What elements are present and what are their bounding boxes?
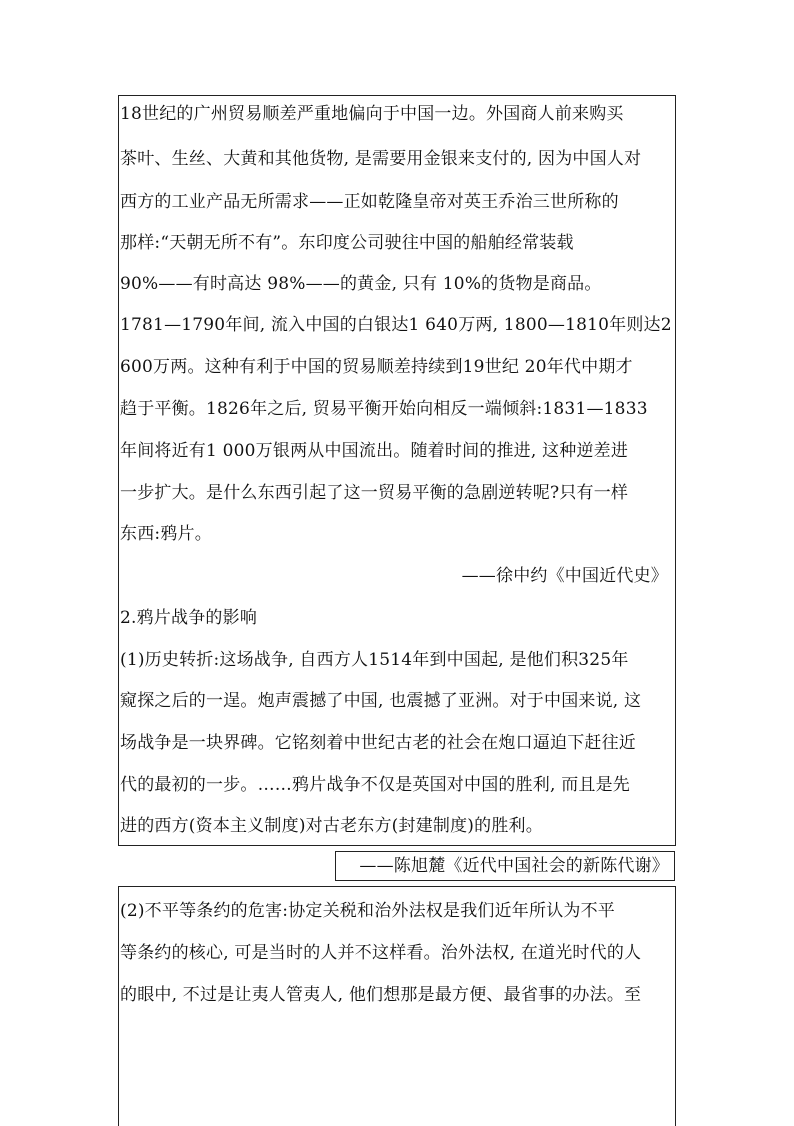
- para1-line-7: 600万两。这种有利于中国的贸易顺差持续到19世纪 20年代中期才: [120, 357, 633, 377]
- para2-line-2: 窥探之后的一逞。炮声震撼了中国, 也震撼了亚洲。对于中国来说, 这: [120, 691, 642, 711]
- para2-line-1: (1)历史转折:这场战争, 自西方人1514年到中国起, 是他们积325年: [120, 650, 629, 670]
- para1-line-6: 1781—1790年间, 流入中国的白银达1 640万两, 1800—1810年则达2: [120, 315, 672, 335]
- para1-line-2: 茶叶、生丝、大黄和其他货物, 是需要用金银来支付的, 因为中国人对: [120, 149, 642, 169]
- para1-line-8: 趋于平衡。1826年之后, 贸易平衡开始向相反一端倾斜:1831—1833: [120, 399, 648, 419]
- para3-line-2: 等条约的核心, 可是当时的人并不这样看。治外法权, 在道光时代的人: [120, 943, 642, 963]
- para2-line-4: 代的最初的一步。……鸦片战争不仅是英国对中国的胜利, 而且是先: [120, 775, 631, 795]
- source-citation-1: ——徐中约《中国近代史》: [461, 566, 668, 586]
- section-heading-2: 2.鸦片战争的影响: [120, 608, 258, 628]
- para1-line-9: 年间将近有1 000万银两从中国流出。随着时间的推进, 这种逆差进: [120, 441, 629, 461]
- para1-line-4: 那样:“天朝无所不有”。东印度公司驶往中国的船舶经常装载: [120, 233, 574, 253]
- para1-line-1: 18世纪的广州贸易顺差严重地偏向于中国一边。外国商人前来购买: [120, 104, 624, 124]
- para3-line-1: (2)不平等条约的危害:协定关税和治外法权是我们近年所认为不平: [120, 901, 616, 921]
- para2-line-3: 场战争是一块界碑。它铭刻着中世纪古老的社会在炮口逼迫下赶往近: [120, 733, 636, 753]
- para1-line-3: 西方的工业产品无所需求——正如乾隆皇帝对英王乔治三世所称的: [120, 192, 619, 212]
- para1-line-11: 东西:鸦片。: [120, 524, 212, 544]
- para1-line-10: 一步扩大。是什么东西引起了这一贸易平衡的急剧逆转呢?只有一样: [120, 483, 629, 503]
- para3-line-3: 的眼中, 不过是让夷人管夷人, 他们想那是最方便、最省事的办法。至: [120, 985, 642, 1005]
- source-citation-2: ——陈旭麓《近代中国社会的新陈代谢》: [359, 856, 669, 876]
- para2-line-5: 进的西方(资本主义制度)对古老东方(封建制度)的胜利。: [120, 816, 543, 836]
- para1-line-5: 90%——有时高达 98%——的黄金, 只有 10%的货物是商品。: [120, 274, 602, 294]
